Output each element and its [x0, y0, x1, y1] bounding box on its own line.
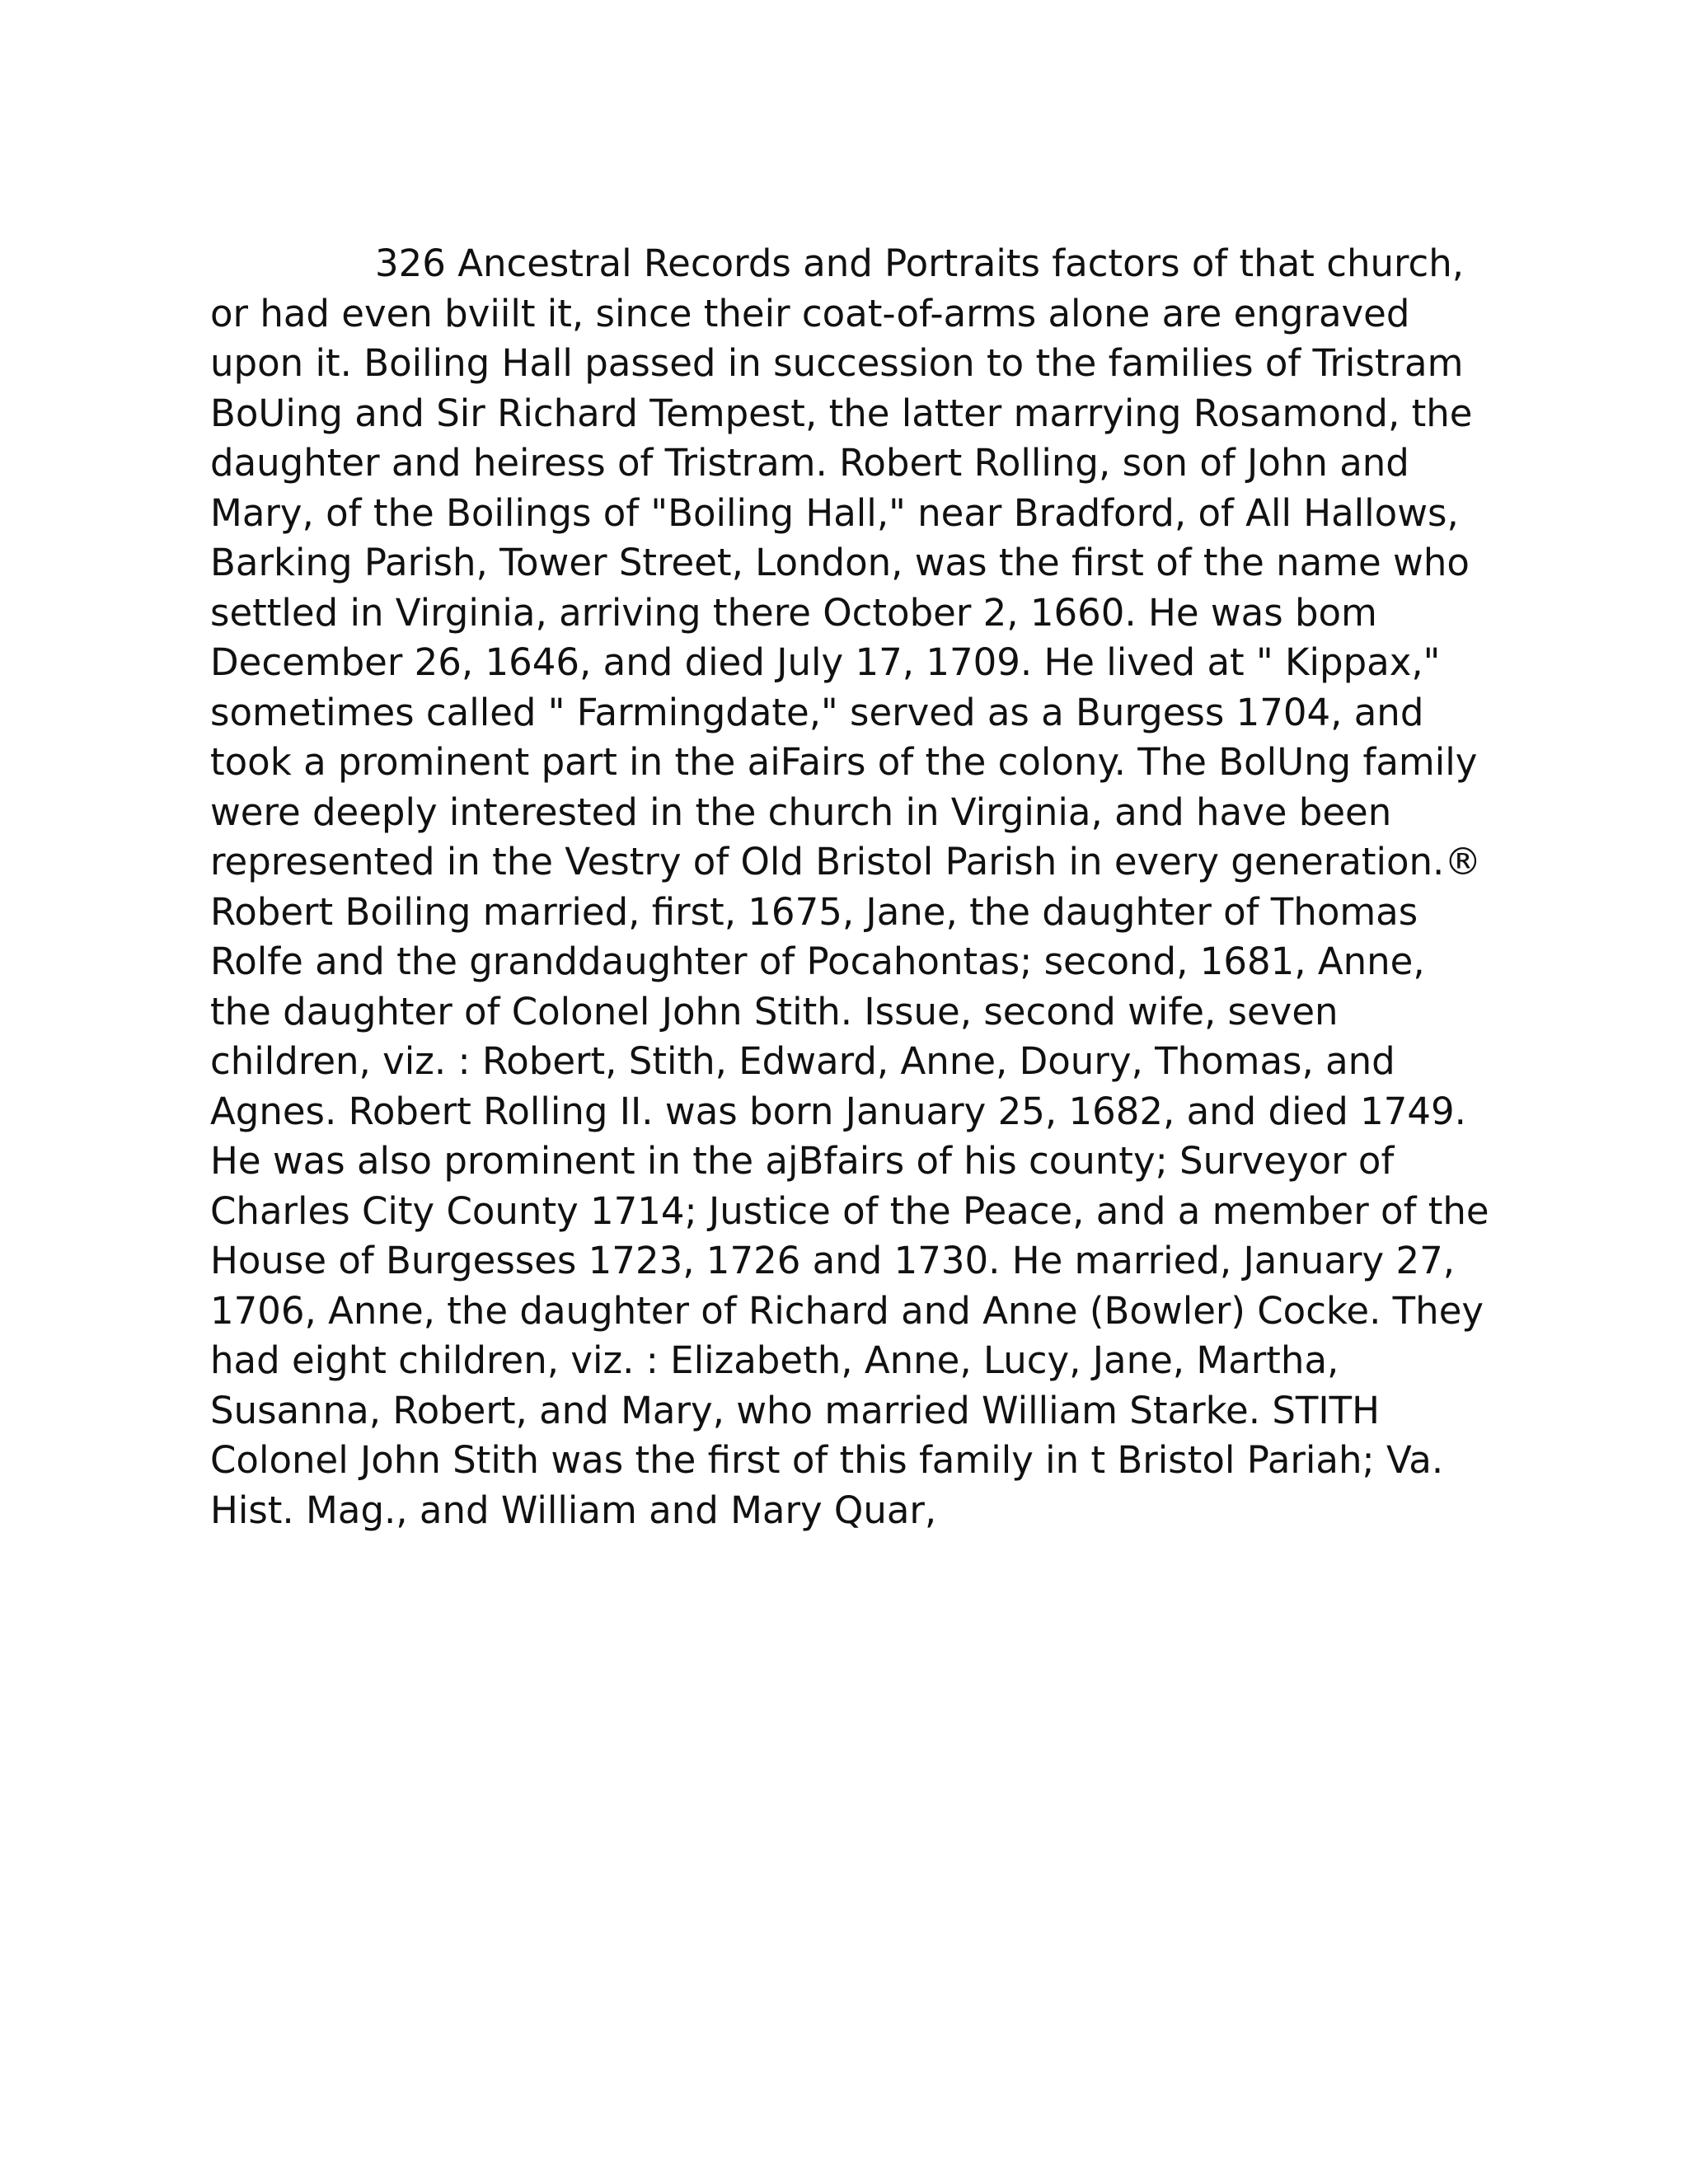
text-line: Barking Parish, Tower Street, London, was the first of the name who	[210, 541, 1470, 584]
text-line: Charles City County 1714; Justice of the Peace, and a member of the	[210, 1188, 1489, 1233]
text-line: upon it. Boiling Hall passed in succession to the families of Tristram	[210, 341, 1464, 385]
text-line: children, viz. : Robert, Stith, Edward, Anne, Doury, Thomas, and	[210, 1039, 1395, 1083]
text-line: Mary, of the Boilings of "Boiling Hall," near Bradford, of All Hallows,	[210, 490, 1459, 535]
body-text	[210, 239, 1496, 1535]
text-line: House of Burgesses 1723, 1726 and 1730. He married, January 27,	[210, 1239, 1456, 1282]
text-line: Robert Boiling married, first, 1675, Jane, the daughter of Thomas	[210, 889, 1418, 934]
text-line: 326 Ancestral Records and Portraits factors of that church,	[375, 241, 1465, 285]
text-line: the daughter of Colonel John Stith. Issue, second wife, seven	[210, 989, 1339, 1033]
text-line: took a prominent part in the aiFairs of the colony. The BolUng family	[210, 740, 1478, 784]
text-line: Colonel John Stith was the first of this family in t Bristol Pariah; Va.	[210, 1438, 1444, 1482]
text-line: Agnes. Robert Rolling II. was born January 25, 1682, and died 1749.	[210, 1089, 1466, 1133]
text-line: represented in the Vestry of Old Bristol Parish in every generation.®	[210, 840, 1482, 883]
text-line: settled in Virginia, arriving there October 2, 1660. He was bom	[210, 590, 1377, 635]
text-line: or had even bviilt it, since their coat-of-arms alone are engraved	[210, 291, 1410, 335]
text-line: had eight children, viz. : Elizabeth, Anne, Lucy, Jane, Martha,	[210, 1338, 1339, 1382]
text-line: 1706, Anne, the daughter of Richard and Anne (Bowler) Cocke. They	[210, 1288, 1484, 1333]
text-line: Rolfe and the granddaughter of Pocahontas; second, 1681, Anne,	[210, 940, 1425, 983]
text-line: Hist. Mag., and William and Mary Quar,	[210, 1488, 937, 1532]
text-line: sometimes called " Farmingdate," served as a Burgess 1704, and	[210, 690, 1424, 734]
text-line: daughter and heiress of Tristram. Robert Rolling, son of John and	[210, 441, 1409, 485]
text-line: were deeply interested in the church in Virginia, and have been	[210, 790, 1392, 834]
text-line: BoUing and Sir Richard Tempest, the latter marrying Rosamond, the	[210, 391, 1473, 435]
text-line: He was also prominent in the ajBfairs of his county; Surveyor of	[210, 1139, 1395, 1183]
text-line: Susanna, Robert, and Mary, who married William Starke. STITH	[210, 1388, 1380, 1432]
text-line: December 26, 1646, and died July 17, 1709. He lived at " Kippax,"	[210, 640, 1441, 684]
